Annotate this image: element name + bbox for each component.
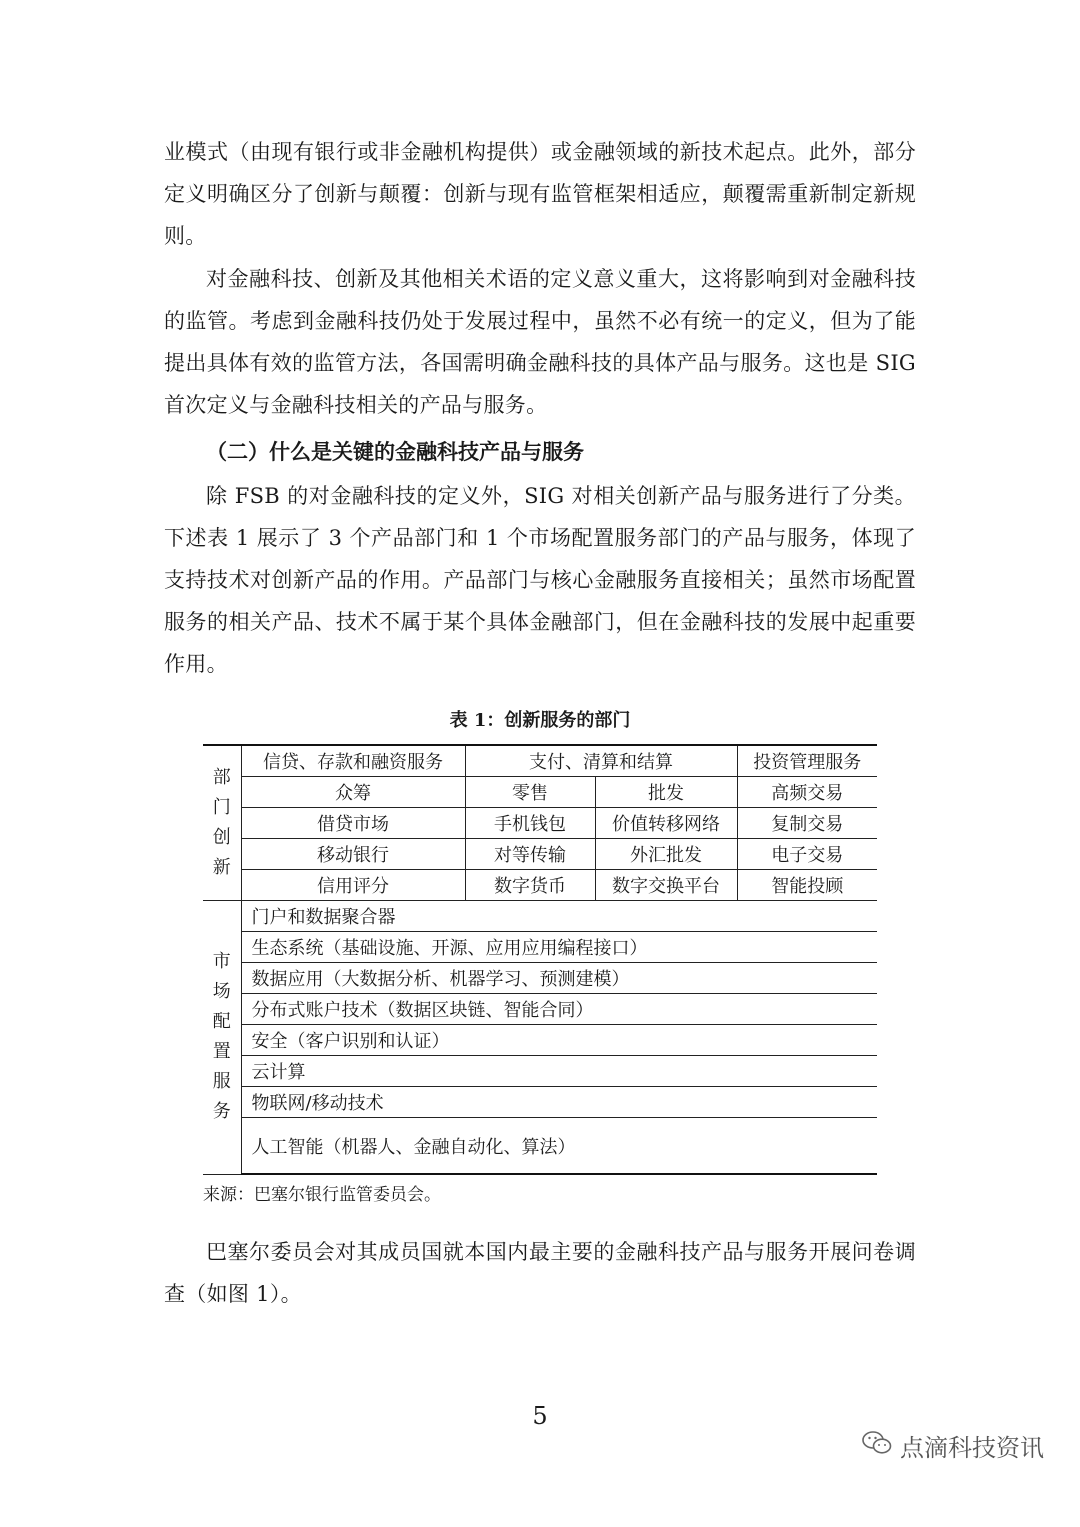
- table-caption: 表 1：创新服务的部门: [449, 710, 631, 731]
- sector-table: [203, 744, 877, 1175]
- table-row: [203, 777, 877, 808]
- market-cell: 分布式账户技术（数据区块链、智能合同）: [241, 994, 877, 1025]
- table-cell: 众筹: [241, 777, 465, 808]
- table-row: [203, 839, 877, 870]
- table-row: [203, 808, 877, 839]
- watermark: [862, 1428, 1044, 1463]
- market-cell: 云计算: [241, 1056, 877, 1087]
- market-row: [203, 1118, 877, 1175]
- section-heading: （二）什么是关键的金融科技产品与服务: [206, 439, 584, 464]
- table-cell: 智能投顾: [737, 870, 877, 901]
- market-cell: 物联网/移动技术: [241, 1087, 877, 1118]
- table-cell: 外汇批发: [595, 839, 737, 870]
- wechat-icon: [862, 1430, 892, 1462]
- header-investment: 投资管理服务: [737, 745, 877, 777]
- dept-innovation-label: 部门创新: [203, 745, 241, 901]
- table-cell: 数字货币: [465, 870, 595, 901]
- table-cell: 电子交易: [737, 839, 877, 870]
- table-cell: 价值转移网络: [595, 808, 737, 839]
- market-cell: 人工智能（机器人、金融自动化、算法）: [241, 1118, 877, 1175]
- table-row: [203, 870, 877, 901]
- page-number: 5: [532, 1402, 548, 1430]
- market-row: [203, 901, 877, 932]
- table-cell: 对等传输: [465, 839, 595, 870]
- paragraph-4: 巴塞尔委员会对其成员国就本国内最主要的金融科技产品与服务开展问卷调查（如图 1）。: [164, 1240, 916, 1306]
- table-cell: 手机钱包: [465, 808, 595, 839]
- market-row: [203, 963, 877, 994]
- market-cell: 数据应用（大数据分析、机器学习、预测建模）: [241, 963, 877, 994]
- header-payment: 支付、清算和结算: [465, 745, 737, 777]
- market-row: [203, 994, 877, 1025]
- table-header-row: [203, 745, 877, 777]
- table-cell: 数字交换平台: [595, 870, 737, 901]
- table-cell: 信用评分: [241, 870, 465, 901]
- table-cell: 零售: [465, 777, 595, 808]
- paragraph-3: 除 FSB 的对金融科技的定义外，SIG 对相关创新产品与服务进行了分类。下述表 1 展示了 3 个产品部门和 1 个市场配置服务部门的产品与服务，体现了支持技术对创新产品的作用。产品部门与核心金融服务直接相关；虽然市场配置服务的相关产品、技术不属于某个具体金融部门，但在金融科技的发展中起重要作用。: [164, 484, 916, 676]
- market-cell: 门户和数据聚合器: [241, 901, 877, 932]
- table-cell: 复制交易: [737, 808, 877, 839]
- table-cell: 批发: [595, 777, 737, 808]
- table-cell: 移动银行: [241, 839, 465, 870]
- table-cell: 借贷市场: [241, 808, 465, 839]
- market-cell: 生态系统（基础设施、开源、应用应用编程接口）: [241, 932, 877, 963]
- table-source: 来源：巴塞尔银行监管委员会。: [203, 1185, 441, 1205]
- paragraph-1: 业模式（由现有银行或非金融机构提供）或金融领域的新技术起点。此外，部分定义明确区分了创新与颠覆：创新与现有监管框架相适应，颠覆需重新制定新规则。: [164, 140, 916, 248]
- market-cell: 安全（客户识别和认证）: [241, 1025, 877, 1056]
- watermark-text: 点滴科技资讯: [900, 1434, 1044, 1462]
- market-row: [203, 1056, 877, 1087]
- market-services-label: 市场配置服务: [203, 901, 241, 1175]
- table-cell: 高频交易: [737, 777, 877, 808]
- market-row: [203, 1025, 877, 1056]
- market-row: [203, 1087, 877, 1118]
- header-credit: 信贷、存款和融资服务: [241, 745, 465, 777]
- market-row: [203, 932, 877, 963]
- paragraph-2: 对金融科技、创新及其他相关术语的定义意义重大，这将影响到对金融科技的监管。考虑到金融科技仍处于发展过程中，虽然不必有统一的定义，但为了能提出具体有效的监管方法，各国需明确金融科技的具体产品与服务。这也是 SIG 首次定义与金融科技相关的产品与服务。: [164, 267, 916, 417]
